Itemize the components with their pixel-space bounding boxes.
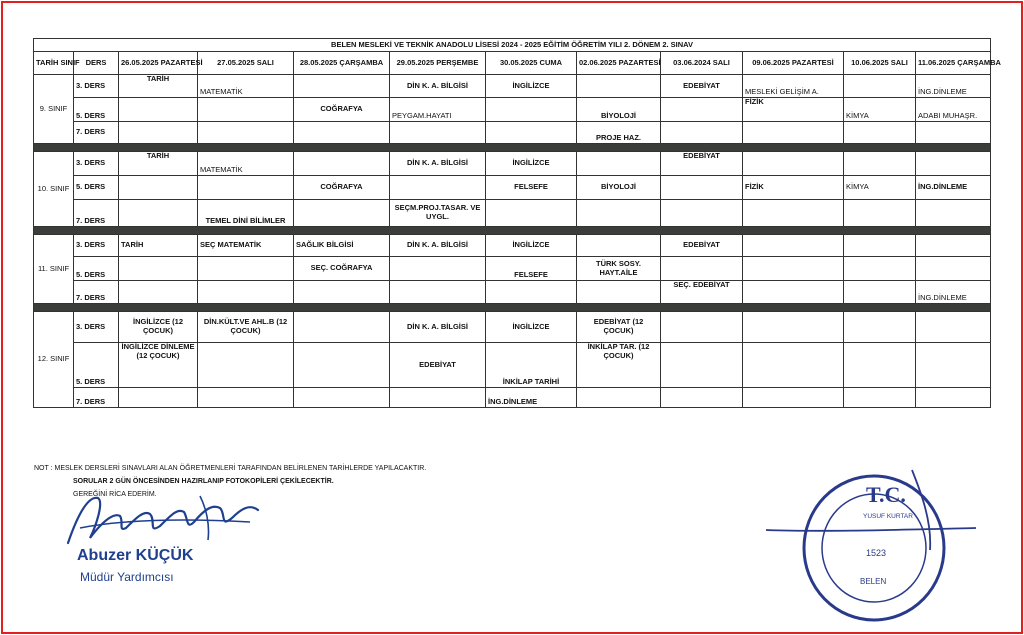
period-label: 3. DERS — [74, 152, 119, 176]
header-date: 02.06.2025 PAZARTESİ — [577, 52, 661, 75]
exam-cell — [198, 281, 294, 304]
exam-cell — [916, 200, 991, 227]
exam-cell — [577, 281, 661, 304]
class-10-row-7 — [34, 200, 991, 227]
exam-cell — [743, 312, 844, 343]
exam-cell — [119, 200, 198, 227]
exam-cell — [661, 122, 743, 144]
class-label: 10. SINIF — [34, 152, 74, 227]
exam-cell — [390, 257, 486, 281]
exam-cell — [916, 343, 991, 388]
signer-role: Müdür Yardımcısı — [80, 570, 174, 584]
header-date: 09.06.2025 PAZARTESİ — [743, 52, 844, 75]
class-12-row-7 — [34, 388, 991, 408]
exam-cell: SEÇ MATEMATİK — [198, 235, 294, 257]
header-ders: DERS — [74, 52, 119, 75]
exam-cell: PROJE HAZ. — [577, 122, 661, 144]
exam-cell — [844, 235, 916, 257]
svg-text:1523: 1523 — [866, 548, 887, 558]
class-11-row-3 — [34, 235, 991, 257]
class-9-row-7 — [34, 122, 991, 144]
exam-cell — [844, 312, 916, 343]
signer-name: Abuzer KÜÇÜK — [77, 547, 194, 564]
exam-cell — [661, 176, 743, 200]
row-separator — [34, 304, 991, 312]
exam-cell — [916, 312, 991, 343]
exam-cell: EDEBİYAT — [661, 152, 743, 176]
exam-cell — [743, 281, 844, 304]
exam-cell — [119, 257, 198, 281]
exam-cell: SAĞLIK BİLGİSİ — [294, 235, 390, 257]
exam-cell: KİMYA — [844, 98, 916, 122]
note-line-2: SORULAR 2 GÜN ÖNCESİNDEN HAZIRLANIP FOTOKOPİLERİ ÇEKİLECEKTİR. — [73, 478, 334, 485]
exam-cell — [294, 122, 390, 144]
exam-schedule-table — [33, 38, 1001, 408]
header-date: 03.06.2024 SALI — [661, 52, 743, 75]
exam-cell: FELSEFE — [486, 257, 577, 281]
exam-cell — [916, 388, 991, 408]
note-line-1: NOT : MESLEK DERSLERİ SINAVLARI ALAN ÖĞRETMENLERİ TARAFINDAN BELİRLENEN TARİHLERDE YAPILACAKTIR. — [34, 465, 427, 472]
exam-cell — [294, 343, 390, 388]
exam-cell: SEÇM.PROJ.TASAR. VE UYGL. — [390, 200, 486, 227]
exam-cell — [661, 200, 743, 227]
exam-cell: SEÇ. COĞRAFYA — [294, 257, 390, 281]
header-date: 11.06.2025 ÇARŞAMBA — [916, 52, 991, 75]
exam-cell: İNGİLİZCE — [486, 312, 577, 343]
header-row — [34, 52, 991, 75]
exam-cell — [119, 122, 198, 144]
exam-cell: İNGİLİZCE (12 ÇOCUK) — [119, 312, 198, 343]
exam-cell: İNKİLAP TARİHİ — [486, 343, 577, 388]
exam-cell — [916, 152, 991, 176]
exam-cell — [294, 388, 390, 408]
exam-cell — [119, 98, 198, 122]
exam-cell: İNGİLİZCE DİNLEME (12 ÇOCUK) — [119, 343, 198, 388]
exam-cell — [661, 257, 743, 281]
exam-cell: DİN K. A. BİLGİSİ — [390, 235, 486, 257]
exam-cell — [916, 235, 991, 257]
exam-cell: MATEMATİK — [198, 152, 294, 176]
class-9-row-3 — [34, 75, 991, 98]
exam-cell — [743, 235, 844, 257]
exam-cell — [198, 257, 294, 281]
exam-cell — [294, 152, 390, 176]
exam-cell: İNGİLİZCE — [486, 152, 577, 176]
exam-cell: EDEBİYAT (12 ÇOCUK) — [577, 312, 661, 343]
period-label: 7. DERS — [74, 281, 119, 304]
row-separator — [34, 144, 991, 152]
exam-cell: DİN K. A. BİLGİSİ — [390, 75, 486, 98]
exam-cell: EDEBİYAT — [390, 343, 486, 388]
class-label: 12. SINIF — [34, 312, 74, 408]
exam-cell: PEYGAM.HAYATI — [390, 98, 486, 122]
exam-cell — [844, 152, 916, 176]
period-label: 5. DERS — [74, 257, 119, 281]
exam-cell: İNG.DİNLEME — [486, 388, 577, 408]
class-11-row-7 — [34, 281, 991, 304]
class-10-row-5 — [34, 176, 991, 200]
exam-cell: ADABI MUHAŞR. — [916, 98, 991, 122]
handwritten-signature — [60, 488, 270, 550]
exam-cell — [743, 200, 844, 227]
exam-cell — [119, 281, 198, 304]
exam-cell — [577, 75, 661, 98]
exam-cell: İNG.DİNLEME — [916, 75, 991, 98]
exam-cell — [844, 343, 916, 388]
exam-cell: İNKİLAP TAR. (12 ÇOCUK) — [577, 343, 661, 388]
header-date: 26.05.2025 PAZARTESİ — [119, 52, 198, 75]
exam-cell: TARİH — [119, 75, 198, 98]
exam-cell — [119, 176, 198, 200]
exam-cell — [198, 176, 294, 200]
exam-cell: İNGİLİZCE — [486, 75, 577, 98]
period-label: 7. DERS — [74, 388, 119, 408]
exam-cell — [119, 388, 198, 408]
exam-cell: TÜRK SOSY. HAYT.AİLE — [577, 257, 661, 281]
exam-cell — [390, 388, 486, 408]
exam-cell — [486, 281, 577, 304]
exam-cell — [844, 281, 916, 304]
class-label: 9. SINIF — [34, 75, 74, 144]
exam-cell — [390, 281, 486, 304]
exam-cell — [577, 152, 661, 176]
exam-cell: FELSEFE — [486, 176, 577, 200]
period-label: 3. DERS — [74, 312, 119, 343]
exam-cell — [743, 122, 844, 144]
header-tarih-sinif: TARİH SINIF — [34, 52, 74, 75]
class-12-row-5 — [34, 343, 991, 388]
period-label: 5. DERS — [74, 98, 119, 122]
exam-cell: DİN.KÜLT.VE AHL.B (12 ÇOCUK) — [198, 312, 294, 343]
exam-cell — [844, 257, 916, 281]
svg-text:T.C.: T.C. — [866, 482, 906, 507]
exam-cell: İNGİLİZCE — [486, 235, 577, 257]
exam-cell — [577, 235, 661, 257]
header-date: 28.05.2025 ÇARŞAMBA — [294, 52, 390, 75]
exam-cell — [916, 122, 991, 144]
exam-cell — [198, 388, 294, 408]
exam-cell: KİMYA — [844, 176, 916, 200]
exam-cell: TARİH — [119, 152, 198, 176]
exam-cell — [486, 122, 577, 144]
stamp-signer: YUSUF KURTAR — [863, 513, 913, 520]
exam-cell — [198, 343, 294, 388]
exam-cell — [743, 388, 844, 408]
exam-cell — [844, 388, 916, 408]
row-separator — [34, 227, 991, 235]
class-12-row-3 — [34, 312, 991, 343]
exam-cell — [577, 388, 661, 408]
exam-cell — [294, 75, 390, 98]
exam-cell: BİYOLOJİ — [577, 98, 661, 122]
exam-cell: DİN K. A. BİLGİSİ — [390, 152, 486, 176]
exam-cell: EDEBİYAT — [661, 75, 743, 98]
exam-cell — [844, 75, 916, 98]
exam-cell — [294, 281, 390, 304]
exam-cell: EDEBİYAT — [661, 235, 743, 257]
exam-cell: MESLEKİ GELİŞİM A. — [743, 75, 844, 98]
exam-cell: BİYOLOJİ — [577, 176, 661, 200]
exam-cell: İNG.DİNLEME — [916, 176, 991, 200]
note-line-3: GEREĞİNİ RİCA EDERİM. — [73, 491, 157, 498]
period-label: 7. DERS — [74, 122, 119, 144]
exam-cell — [743, 343, 844, 388]
exam-cell: İNG.DİNLEME — [916, 281, 991, 304]
exam-cell: COĞRAFYA — [294, 176, 390, 200]
exam-cell — [390, 176, 486, 200]
exam-cell — [743, 257, 844, 281]
class-11-row-5 — [34, 257, 991, 281]
period-label: 5. DERS — [74, 343, 119, 388]
class-label: 11. SINIF — [34, 235, 74, 304]
period-label: 7. DERS — [74, 200, 119, 227]
header-date: 29.05.2025 PERŞEMBE — [390, 52, 486, 75]
exam-cell: TARİH — [119, 235, 198, 257]
class-10-row-3 — [34, 152, 991, 176]
exam-cell — [486, 98, 577, 122]
exam-cell: DİN K. A. BİLGİSİ — [390, 312, 486, 343]
exam-cell — [844, 200, 916, 227]
title-row — [34, 39, 991, 52]
exam-cell — [661, 343, 743, 388]
header-date: 30.05.2025 CUMA — [486, 52, 577, 75]
exam-cell: COĞRAFYA — [294, 98, 390, 122]
exam-cell — [661, 312, 743, 343]
exam-cell — [743, 152, 844, 176]
official-stamp — [762, 460, 982, 630]
exam-cell — [916, 257, 991, 281]
exam-cell — [844, 122, 916, 144]
svg-text:BELEN: BELEN — [860, 577, 887, 586]
exam-cell — [661, 98, 743, 122]
header-date: 10.06.2025 SALI — [844, 52, 916, 75]
period-label: 5. DERS — [74, 176, 119, 200]
exam-cell — [198, 98, 294, 122]
header-date: 27.05.2025 SALI — [198, 52, 294, 75]
class-9-row-5 — [34, 98, 991, 122]
exam-cell — [577, 200, 661, 227]
exam-cell — [294, 200, 390, 227]
period-label: 3. DERS — [74, 75, 119, 98]
schedule-title: BELEN MESLEKİ VE TEKNİK ANADOLU LİSESİ 2024 - 2025 EĞİTİM ÖĞRETİM YILI 2. DÖNEM 2. SINAV — [34, 39, 991, 52]
exam-cell: FİZİK — [743, 176, 844, 200]
exam-cell: MATEMATİK — [198, 75, 294, 98]
exam-cell: SEÇ. EDEBİYAT — [661, 281, 743, 304]
exam-cell — [198, 122, 294, 144]
period-label: 3. DERS — [74, 235, 119, 257]
exam-cell — [294, 312, 390, 343]
exam-cell — [661, 388, 743, 408]
exam-cell — [390, 122, 486, 144]
exam-cell: FİZİK — [743, 98, 844, 122]
exam-cell: TEMEL DİNİ BİLİMLER — [198, 200, 294, 227]
exam-cell — [486, 200, 577, 227]
